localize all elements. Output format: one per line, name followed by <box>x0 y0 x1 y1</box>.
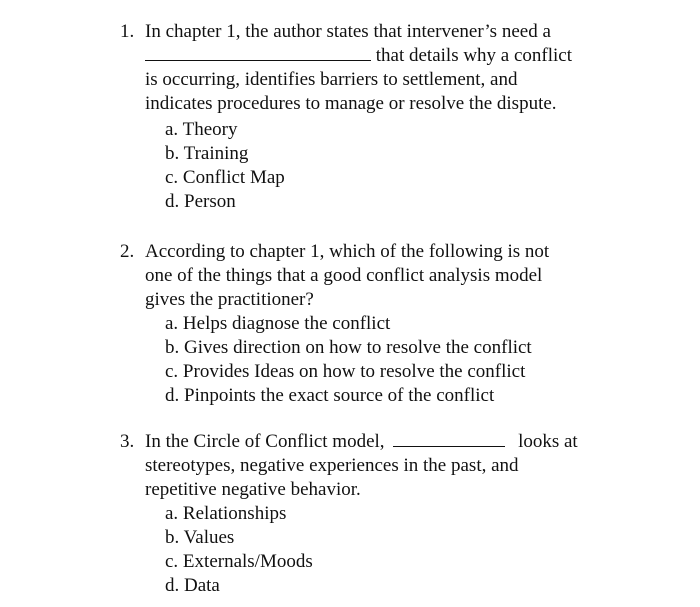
answer-option: b. Values <box>165 527 235 548</box>
question-text-line: gives the practitioner? <box>145 289 314 310</box>
question-number: 1. <box>120 21 135 42</box>
answer-option: a. Relationships <box>165 503 287 524</box>
question-number: 2. <box>120 241 135 262</box>
question-text-line: is occurring, identifies barriers to settlement, and <box>145 69 518 90</box>
question-text-line: one of the things that a good conflict analysis model <box>145 265 543 286</box>
question-text-fragment: looks at <box>518 431 578 452</box>
question-text-line: In chapter 1, the author states that intervener’s need a <box>145 21 551 42</box>
question-text-fragment: that details why a conflict <box>375 45 573 66</box>
answer-option: d. Data <box>165 575 220 596</box>
question-text-fragment: In the Circle of Conflict model, <box>145 431 385 452</box>
question-text-line: indicates procedures to manage or resolve the dispute. <box>145 93 557 114</box>
answer-option: a. Theory <box>165 119 238 140</box>
answer-option: d. Person <box>165 191 236 212</box>
question-number: 3. <box>120 431 135 452</box>
answer-blank <box>145 44 371 61</box>
question-text-line: repetitive negative behavior. <box>145 479 361 500</box>
answer-option: c. Externals/Moods <box>165 551 313 572</box>
question-text-line <box>145 44 572 68</box>
question-text-line: stereotypes, negative experiences in the past, and <box>145 455 519 476</box>
question-text-line <box>145 430 578 454</box>
answer-blank <box>393 430 505 447</box>
answer-option: c. Conflict Map <box>165 167 285 188</box>
answer-option: b. Gives direction on how to resolve the conflict <box>165 337 532 358</box>
answer-option: a. Helps diagnose the conflict <box>165 313 391 334</box>
answer-option: b. Training <box>165 143 249 164</box>
question-text-line: According to chapter 1, which of the following is not <box>145 241 550 262</box>
answer-option: c. Provides Ideas on how to resolve the conflict <box>165 361 526 382</box>
answer-option: d. Pinpoints the exact source of the conflict <box>165 385 495 406</box>
